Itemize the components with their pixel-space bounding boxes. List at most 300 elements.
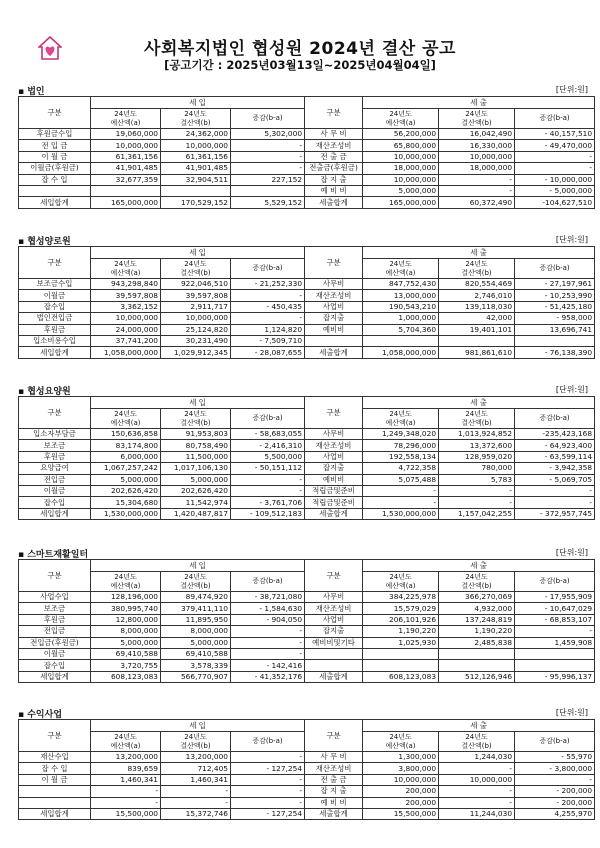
header-diff: 증감(b-a) [515, 732, 595, 752]
header-settlement [161, 732, 231, 752]
income-diff: - [231, 752, 305, 763]
header-budget-label: 예산액(a) [385, 418, 416, 427]
header-settlement-label: 결산액(b) [180, 118, 211, 127]
expense-budget: 13,000,000 [363, 290, 439, 301]
income-diff: - 7,509,710 [231, 335, 305, 346]
expense-budget: 78,296,000 [363, 440, 439, 451]
header-settlement-year: 24년도 [465, 109, 488, 118]
header-settlement-label: 결산액(b) [180, 581, 211, 590]
expense-item: 전출금(후원금) [305, 163, 363, 174]
header-settlement-label: 결산액(b) [180, 268, 211, 277]
table-row [19, 451, 595, 462]
total-expense-diff: - 372,957,745 [515, 508, 595, 519]
table-row [19, 474, 595, 485]
income-settlement: 11,895,950 [161, 614, 231, 625]
income-budget: 69,410,588 [91, 648, 161, 659]
header-settlement-label: 결산액(b) [180, 741, 211, 750]
expense-budget: 10,000,000 [363, 774, 439, 785]
expense-settlement: - [439, 797, 515, 808]
income-diff: - [231, 163, 305, 174]
unit-label: [단위:원] [555, 708, 588, 717]
income-settlement: 10,000,000 [161, 140, 231, 151]
expense-budget: 10,000,000 [363, 174, 439, 185]
income-budget: 19,060,000 [91, 129, 161, 140]
expense-settlement [439, 660, 515, 671]
income-item: 사업수입 [19, 592, 91, 603]
total-expense-budget: 15,500,000 [363, 808, 439, 819]
income-budget: 8,000,000 [91, 626, 161, 637]
income-settlement: 11,500,000 [161, 451, 231, 462]
table-row [19, 440, 595, 451]
header-gubun: 구분 [19, 397, 91, 429]
expense-budget: 847,752,430 [363, 279, 439, 290]
income-diff: - 142,416 [231, 660, 305, 671]
income-diff: - [231, 648, 305, 659]
expense-diff: - 5,000,000 [515, 185, 595, 196]
header-settlement-year: 24년도 [465, 409, 488, 418]
expense-item: 사무비 [305, 592, 363, 603]
expense-diff: - 5,069,705 [515, 474, 595, 485]
header-expense: 세 출 [363, 560, 595, 572]
income-settlement: 202,626,420 [161, 485, 231, 496]
income-item [19, 797, 91, 808]
total-income-settlement: 566,770,907 [161, 671, 231, 682]
income-budget: 12,800,000 [91, 614, 161, 625]
unit-label: [단위:원] [555, 235, 588, 244]
header-settlement [439, 572, 515, 592]
expense-item: 잡지출 [305, 626, 363, 637]
header-gubun: 구분 [19, 247, 91, 279]
expense-budget: 15,579,029 [363, 603, 439, 614]
settlement-table [18, 559, 595, 683]
header-income: 세 입 [91, 97, 305, 109]
income-diff: - 1,584,630 [231, 603, 305, 614]
table-row [19, 660, 595, 671]
income-budget: 41,901,485 [91, 163, 161, 174]
income-budget: 5,000,000 [91, 474, 161, 485]
header-budget-year: 24년도 [389, 259, 412, 268]
section-title: ▪ 협성양로원 [18, 237, 71, 247]
income-settlement: 69,410,588 [161, 648, 231, 659]
expense-budget: 5,075,488 [363, 474, 439, 485]
income-item [19, 185, 91, 196]
expense-diff: - 51,425,180 [515, 301, 595, 312]
income-settlement: 30,231,490 [161, 335, 231, 346]
income-budget [91, 185, 161, 196]
income-item: 이월금 [19, 485, 91, 496]
header-budget [91, 259, 161, 279]
table-row [19, 497, 595, 508]
expense-diff: - 3,942,358 [515, 463, 595, 474]
total-expense-settlement: 981,861,610 [439, 347, 515, 358]
header-budget-label: 예산액(a) [110, 118, 141, 127]
expense-budget: 65,800,000 [363, 140, 439, 151]
expense-budget: 192,558,134 [363, 451, 439, 462]
income-item: 전 입 금 [19, 140, 91, 151]
income-diff: - [231, 797, 305, 808]
income-diff: - [231, 774, 305, 785]
header-gubun: 구분 [305, 397, 363, 429]
total-income-budget: 608,123,083 [91, 671, 161, 682]
expense-diff: - 958,000 [515, 313, 595, 324]
income-budget: 10,000,000 [91, 140, 161, 151]
header-budget-label: 예산액(a) [385, 741, 416, 750]
settlement-section [18, 547, 594, 683]
total-expense-item: 세출합계 [305, 671, 363, 682]
expense-settlement: 820,554,469 [439, 279, 515, 290]
expense-settlement: 10,000,000 [439, 151, 515, 162]
income-diff: - [231, 786, 305, 797]
expense-budget [363, 660, 439, 671]
total-income-item: 세입합계 [19, 347, 91, 358]
header-gubun: 구분 [19, 560, 91, 592]
income-settlement: 1,460,341 [161, 774, 231, 785]
income-budget: 13,200,000 [91, 752, 161, 763]
settlement-section [18, 707, 594, 820]
expense-diff: - 63,599,114 [515, 451, 595, 462]
total-income-item: 세입합계 [19, 508, 91, 519]
income-diff: - [231, 626, 305, 637]
expense-item: 재산조성비 [305, 440, 363, 451]
total-expense-settlement: 512,126,946 [439, 671, 515, 682]
expense-settlement: 137,248,819 [439, 614, 515, 625]
expense-item [305, 648, 363, 659]
income-settlement: 24,362,000 [161, 129, 231, 140]
expense-settlement: 1,190,220 [439, 626, 515, 637]
total-row [19, 671, 595, 682]
table-row [19, 129, 595, 140]
income-settlement: 922,046,510 [161, 279, 231, 290]
header-settlement [161, 259, 231, 279]
income-settlement: 8,000,000 [161, 626, 231, 637]
expense-diff [515, 335, 595, 346]
income-item: 이월금 [19, 290, 91, 301]
income-settlement: - [161, 786, 231, 797]
total-expense-budget: 165,000,000 [363, 197, 439, 208]
income-diff: 227,152 [231, 174, 305, 185]
total-income-diff: - 127,254 [231, 808, 305, 819]
header-settlement-year: 24년도 [465, 732, 488, 741]
header-settlement-year: 24년도 [465, 259, 488, 268]
income-item [19, 786, 91, 797]
expense-item: 재산조성비 [305, 290, 363, 301]
expense-budget: 5,704,360 [363, 324, 439, 335]
expense-settlement: 4,932,000 [439, 603, 515, 614]
expense-settlement: 18,000,000 [439, 163, 515, 174]
total-income-budget: 15,500,000 [91, 808, 161, 819]
header-income: 세 입 [91, 397, 305, 409]
table-row [19, 648, 595, 659]
expense-diff: 1,459,908 [515, 637, 595, 648]
expense-budget: 56,200,000 [363, 129, 439, 140]
income-budget: 380,995,740 [91, 603, 161, 614]
income-diff: - [231, 485, 305, 496]
income-item: 후원금 [19, 324, 91, 335]
header-budget-year: 24년도 [114, 732, 137, 741]
income-settlement [161, 185, 231, 196]
expense-item: 사 무 비 [305, 752, 363, 763]
header-budget [91, 732, 161, 752]
header-budget-label: 예산액(a) [110, 581, 141, 590]
table-row [19, 174, 595, 185]
total-income-settlement: 15,372,746 [161, 808, 231, 819]
total-income-diff: - 41,352,176 [231, 671, 305, 682]
expense-item: 재산조성비 [305, 763, 363, 774]
income-item: 후원금 [19, 614, 91, 625]
settlement-section [18, 234, 594, 359]
table-row [19, 592, 595, 603]
expense-budget: 384,225,978 [363, 592, 439, 603]
expense-item: 예비비 [305, 324, 363, 335]
expense-settlement: 128,959,020 [439, 451, 515, 462]
expense-settlement: - [439, 786, 515, 797]
total-expense-settlement: 60,372,490 [439, 197, 515, 208]
total-income-settlement: 1,420,487,817 [161, 508, 231, 519]
expense-settlement: - [439, 485, 515, 496]
expense-diff [515, 660, 595, 671]
expense-item: 잡지출 [305, 313, 363, 324]
expense-settlement: 5,783 [439, 474, 515, 485]
settlement-section [18, 84, 594, 209]
income-item: 잡수입 [19, 497, 91, 508]
expense-budget: 1,000,000 [363, 313, 439, 324]
total-expense-item: 세출합계 [305, 197, 363, 208]
header-gubun: 구분 [19, 720, 91, 752]
total-income-item: 세입합계 [19, 197, 91, 208]
header-gubun: 구분 [19, 97, 91, 129]
income-budget: 3,720,755 [91, 660, 161, 671]
expense-budget: - [363, 497, 439, 508]
income-diff: - [231, 474, 305, 485]
income-diff: 1,124,820 [231, 324, 305, 335]
expense-diff: - 55,970 [515, 752, 595, 763]
income-item: 이월금 [19, 648, 91, 659]
header-budget-year: 24년도 [114, 572, 137, 581]
expense-budget: 200,000 [363, 786, 439, 797]
table-row [19, 301, 595, 312]
header-expense: 세 출 [363, 720, 595, 732]
income-diff: - [231, 313, 305, 324]
header-expense: 세 출 [363, 97, 595, 109]
total-expense-settlement: 11,244,030 [439, 808, 515, 819]
header-budget [91, 409, 161, 429]
total-row [19, 808, 595, 819]
expense-budget: 1,190,220 [363, 626, 439, 637]
income-budget: 61,361,156 [91, 151, 161, 162]
page-title: 사회복지법인 협성원 2024년 결산 공고 [144, 39, 456, 59]
income-settlement: 5,000,000 [161, 474, 231, 485]
income-settlement: 32,904,511 [161, 174, 231, 185]
header-settlement-year: 24년도 [184, 732, 207, 741]
header-budget-label: 예산액(a) [385, 268, 416, 277]
total-income-budget: 1,058,000,000 [91, 347, 161, 358]
total-expense-item: 세출합계 [305, 508, 363, 519]
total-expense-budget: 608,123,083 [363, 671, 439, 682]
income-budget: 24,000,000 [91, 324, 161, 335]
income-item: 잡 수 입 [19, 763, 91, 774]
header-income: 세 입 [91, 560, 305, 572]
header-diff: 증감(b-a) [231, 732, 305, 752]
table-row [19, 774, 595, 785]
income-budget: 839,659 [91, 763, 161, 774]
expense-item: 전 출 금 [305, 151, 363, 162]
expense-diff: - 200,000 [515, 786, 595, 797]
expense-settlement [439, 648, 515, 659]
header-settlement-year: 24년도 [184, 259, 207, 268]
header-budget-label: 예산액(a) [385, 581, 416, 590]
expense-diff: - 49,470,000 [515, 140, 595, 151]
expense-settlement: 2,485,838 [439, 637, 515, 648]
income-settlement: 13,200,000 [161, 752, 231, 763]
header-budget [363, 409, 439, 429]
expense-budget [363, 648, 439, 659]
income-diff: - 38,721,080 [231, 592, 305, 603]
total-row [19, 508, 595, 519]
expense-item: 사업비 [305, 301, 363, 312]
header-settlement [161, 409, 231, 429]
section-title: ▪ 수익사업 [18, 710, 63, 720]
total-income-item: 세입합계 [19, 808, 91, 819]
header-budget [363, 572, 439, 592]
income-item: 잡수입 [19, 660, 91, 671]
expense-item: 예 비 비 [305, 797, 363, 808]
table-row [19, 603, 595, 614]
header-expense: 세 출 [363, 397, 595, 409]
header-budget-year: 24년도 [389, 409, 412, 418]
income-budget: - [91, 786, 161, 797]
income-settlement: 25,124,820 [161, 324, 231, 335]
expense-item: 재산조성비 [305, 603, 363, 614]
income-settlement: 2,911,717 [161, 301, 231, 312]
income-settlement: 1,017,106,130 [161, 463, 231, 474]
header-diff: 증감(b-a) [515, 409, 595, 429]
expense-settlement: 19,401,101 [439, 324, 515, 335]
income-budget: 39,597,808 [91, 290, 161, 301]
income-item: 법인전입금 [19, 313, 91, 324]
unit-label: [단위:원] [555, 385, 588, 394]
table-row [19, 786, 595, 797]
expense-budget: 1,025,930 [363, 637, 439, 648]
header-budget-label: 예산액(a) [385, 118, 416, 127]
total-income-budget: 165,000,000 [91, 197, 161, 208]
header-income: 세 입 [91, 247, 305, 259]
expense-settlement: 1,244,030 [439, 752, 515, 763]
expense-diff: - [515, 774, 595, 785]
income-item: 입소자부담금 [19, 429, 91, 440]
expense-budget: - [363, 485, 439, 496]
section-title: ▪ 법인 [18, 87, 45, 97]
header-settlement [161, 572, 231, 592]
income-budget: 1,067,257,242 [91, 463, 161, 474]
header-budget-year: 24년도 [114, 409, 137, 418]
income-diff: - [231, 637, 305, 648]
income-item: 후원금수입 [19, 129, 91, 140]
total-income-diff: - 109,512,183 [231, 508, 305, 519]
header-expense: 세 출 [363, 247, 595, 259]
expense-item: 재산조성비 [305, 140, 363, 151]
income-item: 잡수입 [19, 301, 91, 312]
table-row [19, 797, 595, 808]
table-row [19, 313, 595, 324]
income-settlement: - [161, 797, 231, 808]
header-budget [363, 732, 439, 752]
income-budget: 6,000,000 [91, 451, 161, 462]
expense-diff: -235,423,168 [515, 429, 595, 440]
header-gubun: 구분 [305, 560, 363, 592]
income-item: 입소비용수입 [19, 335, 91, 346]
income-diff: - [231, 151, 305, 162]
expense-diff: - 10,647,029 [515, 603, 595, 614]
income-settlement: 712,405 [161, 763, 231, 774]
expense-budget: 10,000,000 [363, 151, 439, 162]
income-budget: - [91, 797, 161, 808]
table-row [19, 335, 595, 346]
expense-item: 사 무 비 [305, 129, 363, 140]
header-settlement [439, 732, 515, 752]
header-budget-label: 예산액(a) [110, 418, 141, 427]
income-item: 재산수입 [19, 752, 91, 763]
income-settlement: 80,758,490 [161, 440, 231, 451]
table-row [19, 626, 595, 637]
table-row [19, 429, 595, 440]
expense-settlement: - [439, 174, 515, 185]
income-settlement: 39,597,808 [161, 290, 231, 301]
income-diff: 5,500,000 [231, 451, 305, 462]
income-item: 이월금(후원금) [19, 163, 91, 174]
header-budget-label: 예산액(a) [110, 741, 141, 750]
header-budget-year: 24년도 [389, 572, 412, 581]
income-budget: 150,636,858 [91, 429, 161, 440]
expense-item: 적립금및준비 [305, 497, 363, 508]
income-budget: 943,298,840 [91, 279, 161, 290]
header-settlement-label: 결산액(b) [461, 118, 492, 127]
total-expense-diff: - 95,996,137 [515, 671, 595, 682]
header-settlement-label: 결산액(b) [461, 418, 492, 427]
income-diff: - 21,252,330 [231, 279, 305, 290]
expense-diff: 13,696,741 [515, 324, 595, 335]
income-diff: - 3,761,706 [231, 497, 305, 508]
settlement-section [18, 384, 594, 520]
header-budget [91, 109, 161, 129]
total-row [19, 347, 595, 358]
expense-settlement [439, 335, 515, 346]
unit-label: [단위:원] [555, 548, 588, 557]
total-expense-diff: - 76,138,390 [515, 347, 595, 358]
expense-item: 잡지출 [305, 463, 363, 474]
income-diff: 5,302,000 [231, 129, 305, 140]
expense-settlement: - [439, 763, 515, 774]
header-settlement-year: 24년도 [465, 572, 488, 581]
expense-item [305, 335, 363, 346]
header-settlement [439, 259, 515, 279]
header-budget-year: 24년도 [114, 259, 137, 268]
table-row [19, 637, 595, 648]
income-diff: - 127,254 [231, 763, 305, 774]
expense-settlement: 139,118,030 [439, 301, 515, 312]
income-item: 잡 수 입 [19, 174, 91, 185]
table-row [19, 279, 595, 290]
expense-diff: - [515, 151, 595, 162]
settlement-table [18, 396, 595, 520]
expense-settlement: - [439, 185, 515, 196]
income-diff: - 58,683,055 [231, 429, 305, 440]
total-income-diff: 5,529,152 [231, 197, 305, 208]
income-diff: - 904,050 [231, 614, 305, 625]
header-settlement [161, 109, 231, 129]
section-title: ▪ 스마트재활일터 [18, 550, 89, 560]
table-row [19, 324, 595, 335]
expense-diff: - 3,800,000 [515, 763, 595, 774]
